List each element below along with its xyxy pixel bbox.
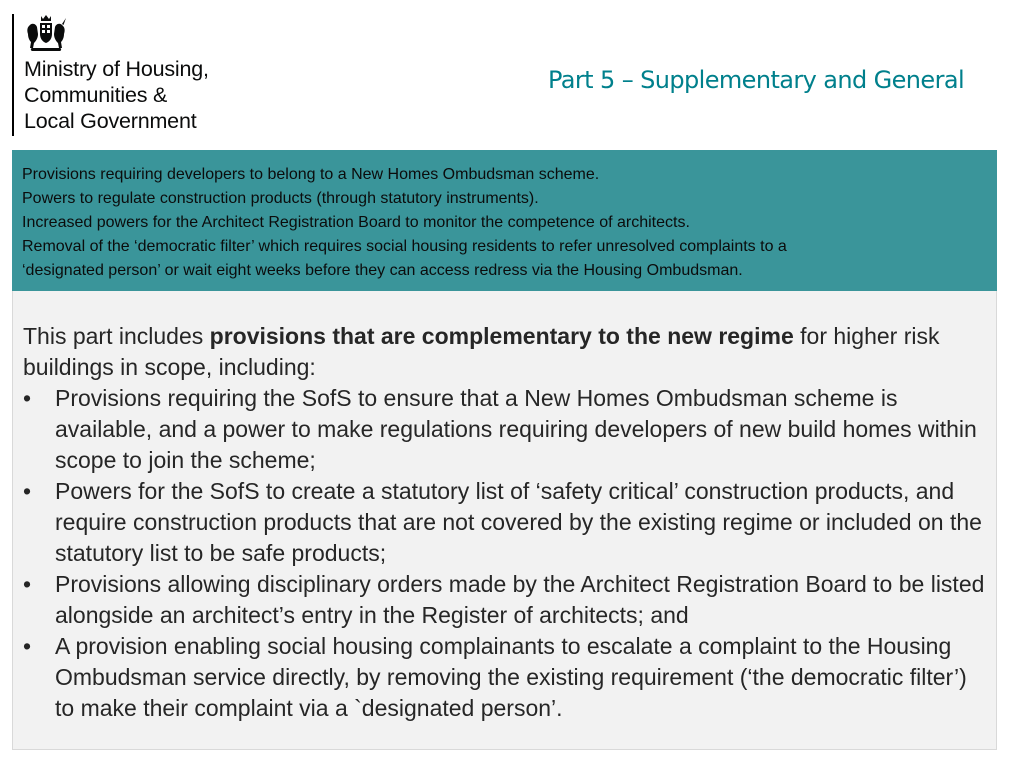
- bullet-text: A provision enabling social housing complainants to escalate a complaint to the Housing Ombudsman service directly, by removing the existing requirement (‘the democratic filter’) to make their complaint via a `designated person’.: [55, 633, 967, 721]
- summary-line: Powers to regulate construction products (through statutory instruments).: [22, 190, 539, 207]
- royal-coat-of-arms-icon: [24, 12, 68, 56]
- bullet-item: [23, 476, 986, 569]
- intro-emphasis: provisions that are complementary to the new regime: [209, 323, 794, 349]
- body-box: [12, 291, 997, 750]
- intro-paragraph: [23, 321, 986, 383]
- summary-line: Provisions requiring developers to belong to a New Homes Ombudsman scheme.: [22, 166, 600, 183]
- summary-line: Increased powers for the Architect Registration Board to monitor the competence of architects.: [22, 214, 690, 231]
- intro-text: This part includes: [23, 323, 210, 349]
- bullet-text: Provisions allowing disciplinary orders made by the Architect Registration Board to be listed alongside an architect’s entry in the Register of architects; and: [55, 571, 985, 628]
- slide-title: Part 5 – Supplementary and General: [548, 66, 965, 94]
- bullet-item: [23, 383, 986, 476]
- department-name: [24, 56, 272, 134]
- department-name-line: Ministry of Housing,: [24, 57, 209, 81]
- department-name-line: Local Government: [24, 109, 197, 133]
- bullet-icon: •: [23, 633, 32, 659]
- bullet-icon: •: [23, 385, 32, 411]
- bullet-icon: •: [23, 478, 32, 504]
- bullet-item: [23, 631, 986, 724]
- bullet-item: [23, 569, 986, 631]
- bullet-text: Powers for the SofS to create a statutory list of ‘safety critical’ construction products, and require construction products that are not covered by the existing regime or included on the statutory list to be safe products;: [55, 478, 982, 566]
- summary-box: [12, 150, 997, 291]
- bullet-text: Provisions requiring the SofS to ensure that a New Homes Ombudsman scheme is available, and a power to make regulations requiring developers of new build homes within scope to join the scheme;: [55, 385, 977, 473]
- logo-divider: [12, 14, 14, 136]
- bullet-list: [23, 383, 986, 724]
- summary-line: Removal of the ‘democratic filter’ which requires social housing residents to refer unresolved complaints to a: [22, 238, 787, 255]
- summary-line: ‘designated person’ or wait eight weeks before they can access redress via the Housing Ombudsman.: [22, 262, 743, 279]
- bullet-icon: •: [23, 571, 32, 597]
- department-logo: [12, 8, 272, 132]
- department-name-line: Communities &: [24, 83, 168, 107]
- intro-text-end: for higher risk buildings in scope, including:: [23, 323, 940, 380]
